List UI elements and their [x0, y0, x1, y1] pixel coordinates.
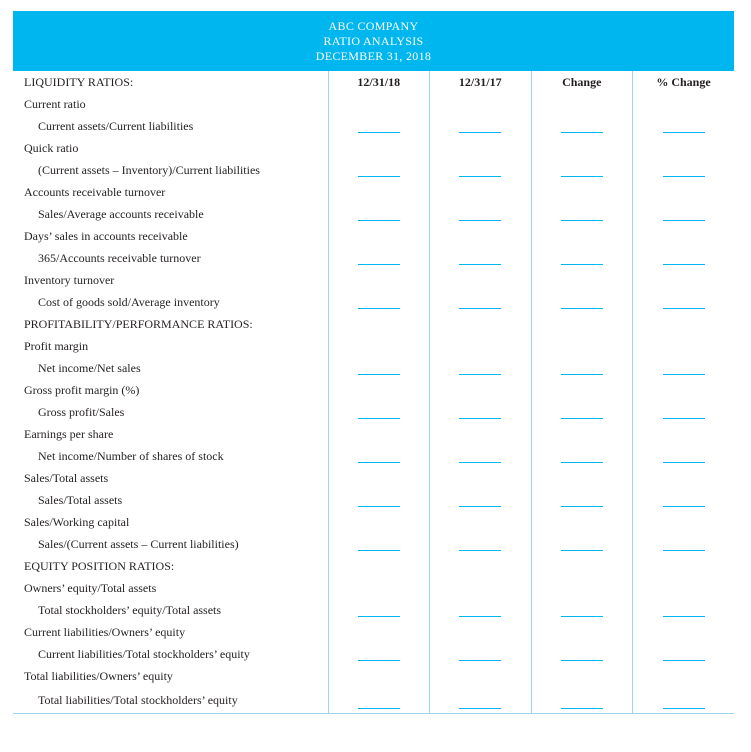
value-2018-cell [328, 93, 430, 115]
change-cell [531, 687, 633, 714]
value-2018-cell [328, 401, 430, 423]
value-2018-cell [328, 423, 430, 445]
change-cell [531, 137, 633, 159]
table-row [13, 599, 734, 621]
value-2018-cell [328, 335, 430, 357]
ratio-name: Inventory turnover [24, 272, 115, 287]
change-blank-line[interactable] [561, 127, 603, 133]
change-cell [531, 555, 633, 577]
value-2018-cell [328, 357, 430, 379]
value-2018-blank-line[interactable] [358, 611, 400, 617]
percent-change-cell [633, 203, 735, 225]
percent-change-blank-line[interactable] [663, 655, 705, 661]
column-header-row [13, 71, 734, 93]
value-2017-cell [430, 357, 532, 379]
percent-change-cell [633, 137, 735, 159]
value-2017-cell [430, 423, 532, 445]
table-row [13, 137, 734, 159]
table-row [13, 511, 734, 533]
change-blank-line[interactable] [561, 655, 603, 661]
value-2018-cell [328, 137, 430, 159]
table-row [13, 665, 734, 687]
percent-change-blank-line[interactable] [663, 413, 705, 419]
value-2018-cell [328, 313, 430, 335]
report-date: DECEMBER 31, 2018 [315, 48, 432, 63]
value-2017-cell [430, 335, 532, 357]
value-2017-cell [430, 533, 532, 555]
ratio-rows [13, 93, 734, 714]
ratio-formula: Total liabilities/Total stockholders’ equity [13, 687, 328, 714]
value-2018-cell [328, 159, 430, 181]
value-2018-blank-line[interactable] [358, 655, 400, 661]
change-blank-line[interactable] [561, 457, 603, 463]
value-2017-cell [430, 225, 532, 247]
value-2018-blank-line[interactable] [358, 127, 400, 133]
value-2017-cell [430, 687, 532, 714]
change-blank-line[interactable] [561, 611, 603, 617]
value-2018-cell [328, 599, 430, 621]
value-2018-cell [328, 181, 430, 203]
percent-change-cell [633, 445, 735, 467]
value-2017-cell [430, 313, 532, 335]
change-cell [531, 533, 633, 555]
section-heading-liquidity: LIQUIDITY RATIOS: [24, 74, 134, 89]
ratio-name: Days’ sales in accounts receivable [24, 228, 188, 243]
value-2018-blank-line[interactable] [358, 215, 400, 221]
change-blank-line[interactable] [561, 171, 603, 177]
percent-change-blank-line[interactable] [663, 369, 705, 375]
value-2017-cell [430, 159, 532, 181]
change-cell [531, 291, 633, 313]
value-2017-blank-line[interactable] [459, 369, 501, 375]
change-cell [531, 93, 633, 115]
percent-change-cell [633, 401, 735, 423]
ratio-name: EQUITY POSITION RATIOS: [24, 558, 175, 573]
change-cell [531, 269, 633, 291]
table-row [13, 335, 734, 357]
percent-change-cell [633, 577, 735, 599]
change-blank-line[interactable] [561, 303, 603, 309]
percent-change-cell [633, 687, 735, 714]
value-2017-cell [430, 621, 532, 643]
value-2017-blank-line[interactable] [459, 501, 501, 507]
percent-change-cell [633, 643, 735, 665]
column-header-2018: 12/31/18 [328, 71, 430, 93]
change-blank-line[interactable] [561, 501, 603, 507]
change-cell [531, 159, 633, 181]
change-blank-line[interactable] [561, 369, 603, 375]
percent-change-cell [633, 423, 735, 445]
percent-change-blank-line[interactable] [663, 703, 705, 709]
value-2017-cell [430, 489, 532, 511]
percent-change-blank-line[interactable] [663, 259, 705, 265]
ratio-name: Gross profit margin (%) [24, 382, 140, 397]
value-2017-blank-line[interactable] [459, 703, 501, 709]
value-2018-cell [328, 643, 430, 665]
percent-change-cell [633, 181, 735, 203]
value-2017-cell [430, 401, 532, 423]
value-2017-cell [430, 665, 532, 687]
value-2018-cell [328, 467, 430, 489]
change-cell [531, 225, 633, 247]
percent-change-cell [633, 533, 735, 555]
percent-change-blank-line[interactable] [663, 545, 705, 551]
value-2017-cell [430, 269, 532, 291]
value-2018-blank-line[interactable] [358, 501, 400, 507]
table-row [13, 93, 734, 115]
ratio-name: Sales/Total assets [24, 470, 109, 485]
change-blank-line[interactable] [561, 703, 603, 709]
ratio-formula: Sales/Total assets [38, 492, 123, 507]
change-blank-line[interactable] [561, 413, 603, 419]
table-row [13, 225, 734, 247]
change-cell [531, 313, 633, 335]
percent-change-cell [633, 159, 735, 181]
value-2017-cell [430, 203, 532, 225]
ratio-formula: Total stockholders’ equity/Total assets [38, 602, 222, 617]
ratio-name: Profit margin [24, 338, 89, 353]
table-row [13, 533, 734, 555]
change-cell [531, 357, 633, 379]
value-2018-cell [328, 577, 430, 599]
value-2017-cell [430, 577, 532, 599]
percent-change-cell [633, 269, 735, 291]
percent-change-cell [633, 467, 735, 489]
value-2017-blank-line[interactable] [459, 457, 501, 463]
value-2018-cell [328, 247, 430, 269]
value-2017-blank-line[interactable] [459, 545, 501, 551]
value-2017-cell [430, 247, 532, 269]
percent-change-blank-line[interactable] [663, 127, 705, 133]
percent-change-cell [633, 247, 735, 269]
table-row [13, 621, 734, 643]
ratio-name: PROFITABILITY/PERFORMANCE RATIOS: [24, 316, 253, 331]
ratio-formula: Net income/Net sales [38, 360, 141, 375]
column-header-percent-change: % Change [633, 71, 735, 93]
value-2017-blank-line[interactable] [459, 303, 501, 309]
value-2018-cell [328, 379, 430, 401]
table-row [13, 445, 734, 467]
table-row [13, 379, 734, 401]
table-row [13, 467, 734, 489]
value-2018-blank-line[interactable] [358, 545, 400, 551]
change-blank-line[interactable] [561, 545, 603, 551]
ratio-name: Quick ratio [24, 140, 79, 155]
change-cell [531, 665, 633, 687]
percent-change-cell [633, 291, 735, 313]
value-2018-cell [328, 687, 430, 714]
change-cell [531, 643, 633, 665]
value-2017-blank-line[interactable] [459, 413, 501, 419]
percent-change-blank-line[interactable] [663, 303, 705, 309]
ratio-name: Sales/Working capital [24, 514, 130, 529]
change-cell [531, 181, 633, 203]
percent-change-cell [633, 93, 735, 115]
change-cell [531, 621, 633, 643]
ratio-formula: Current assets/Current liabilities [38, 118, 194, 133]
percent-change-cell [633, 357, 735, 379]
percent-change-cell [633, 379, 735, 401]
value-2017-blank-line[interactable] [459, 655, 501, 661]
table-row [13, 159, 734, 181]
table-row [13, 115, 734, 137]
table-row [13, 181, 734, 203]
value-2018-blank-line[interactable] [358, 369, 400, 375]
ratio-formula: Sales/Average accounts receivable [38, 206, 204, 221]
ratio-formula: Net income/Number of shares of stock [38, 448, 224, 463]
percent-change-blank-line[interactable] [663, 501, 705, 507]
value-2017-cell [430, 379, 532, 401]
percent-change-blank-line[interactable] [663, 171, 705, 177]
ratio-formula: Sales/(Current assets – Current liabilities) [38, 536, 239, 551]
percent-change-cell [633, 665, 735, 687]
table-row [13, 313, 734, 335]
column-header-change: Change [531, 71, 633, 93]
value-2017-cell [430, 511, 532, 533]
value-2017-blank-line[interactable] [459, 127, 501, 133]
table-row [13, 489, 734, 511]
value-2017-cell [430, 137, 532, 159]
percent-change-blank-line[interactable] [663, 215, 705, 221]
percent-change-blank-line[interactable] [663, 611, 705, 617]
ratio-formula: Current liabilities/Total stockholders’ equity [38, 646, 250, 661]
ratio-name: Owners’ equity/Total assets [24, 580, 157, 595]
value-2018-cell [328, 665, 430, 687]
value-2017-cell [430, 181, 532, 203]
table-row [13, 423, 734, 445]
value-2017-cell [430, 599, 532, 621]
table-row [13, 555, 734, 577]
ratio-formula: Gross profit/Sales [38, 404, 125, 419]
value-2017-cell [430, 467, 532, 489]
percent-change-cell [633, 313, 735, 335]
change-cell [531, 401, 633, 423]
value-2018-blank-line[interactable] [358, 413, 400, 419]
table-row [13, 687, 734, 714]
value-2017-cell [430, 445, 532, 467]
change-cell [531, 599, 633, 621]
value-2018-blank-line[interactable] [358, 457, 400, 463]
value-2017-blank-line[interactable] [459, 259, 501, 265]
value-2018-blank-line[interactable] [358, 171, 400, 177]
ratio-name: Current liabilities/Owners’ equity [24, 624, 186, 639]
value-2017-blank-line[interactable] [459, 215, 501, 221]
change-blank-line[interactable] [561, 215, 603, 221]
change-cell [531, 467, 633, 489]
percent-change-cell [633, 555, 735, 577]
value-2018-blank-line[interactable] [358, 703, 400, 709]
value-2017-cell [430, 555, 532, 577]
value-2017-cell [430, 291, 532, 313]
ratio-formula: 365/Accounts receivable turnover [38, 250, 201, 265]
value-2017-blank-line[interactable] [459, 171, 501, 177]
value-2018-cell [328, 203, 430, 225]
value-2017-cell [430, 115, 532, 137]
value-2018-blank-line[interactable] [358, 303, 400, 309]
ratio-name: Accounts receivable turnover [24, 184, 166, 199]
value-2017-blank-line[interactable] [459, 611, 501, 617]
value-2018-cell [328, 225, 430, 247]
change-cell [531, 115, 633, 137]
table-row [13, 357, 734, 379]
change-cell [531, 577, 633, 599]
table-row [13, 401, 734, 423]
change-cell [531, 423, 633, 445]
table-row [13, 203, 734, 225]
percent-change-cell [633, 621, 735, 643]
company-name: ABC COMPANY [328, 18, 419, 33]
title-bar [13, 11, 734, 71]
value-2018-blank-line[interactable] [358, 259, 400, 265]
change-cell [531, 247, 633, 269]
change-cell [531, 203, 633, 225]
value-2017-cell [430, 643, 532, 665]
value-2018-cell [328, 445, 430, 467]
value-2018-cell [328, 511, 430, 533]
percent-change-cell [633, 335, 735, 357]
change-cell [531, 511, 633, 533]
percent-change-cell [633, 115, 735, 137]
table-row [13, 269, 734, 291]
change-cell [531, 379, 633, 401]
percent-change-cell [633, 511, 735, 533]
table-row [13, 247, 734, 269]
value-2018-cell [328, 621, 430, 643]
value-2018-cell [328, 115, 430, 137]
ratio-name: Earnings per share [24, 426, 114, 441]
value-2018-cell [328, 489, 430, 511]
report-title: RATIO ANALYSIS [323, 33, 424, 48]
ratio-formula: (Current assets – Inventory)/Current liabilities [38, 162, 260, 177]
percent-change-cell [633, 489, 735, 511]
value-2018-cell [328, 533, 430, 555]
table-row [13, 577, 734, 599]
change-cell [531, 335, 633, 357]
ratio-table [13, 71, 734, 714]
change-cell [531, 445, 633, 467]
value-2018-cell [328, 555, 430, 577]
value-2017-cell [430, 93, 532, 115]
column-header-2017: 12/31/17 [430, 71, 532, 93]
table-row [13, 643, 734, 665]
percent-change-cell [633, 599, 735, 621]
value-2018-cell [328, 269, 430, 291]
ratio-name: Total liabilities/Owners’ equity [24, 668, 173, 683]
ratio-name: Current ratio [24, 96, 86, 111]
percent-change-blank-line[interactable] [663, 457, 705, 463]
ratio-formula: Cost of goods sold/Average inventory [38, 294, 220, 309]
percent-change-cell [633, 225, 735, 247]
change-blank-line[interactable] [561, 259, 603, 265]
ratio-analysis-sheet [13, 11, 734, 714]
change-cell [531, 489, 633, 511]
table-row [13, 291, 734, 313]
value-2018-cell [328, 291, 430, 313]
